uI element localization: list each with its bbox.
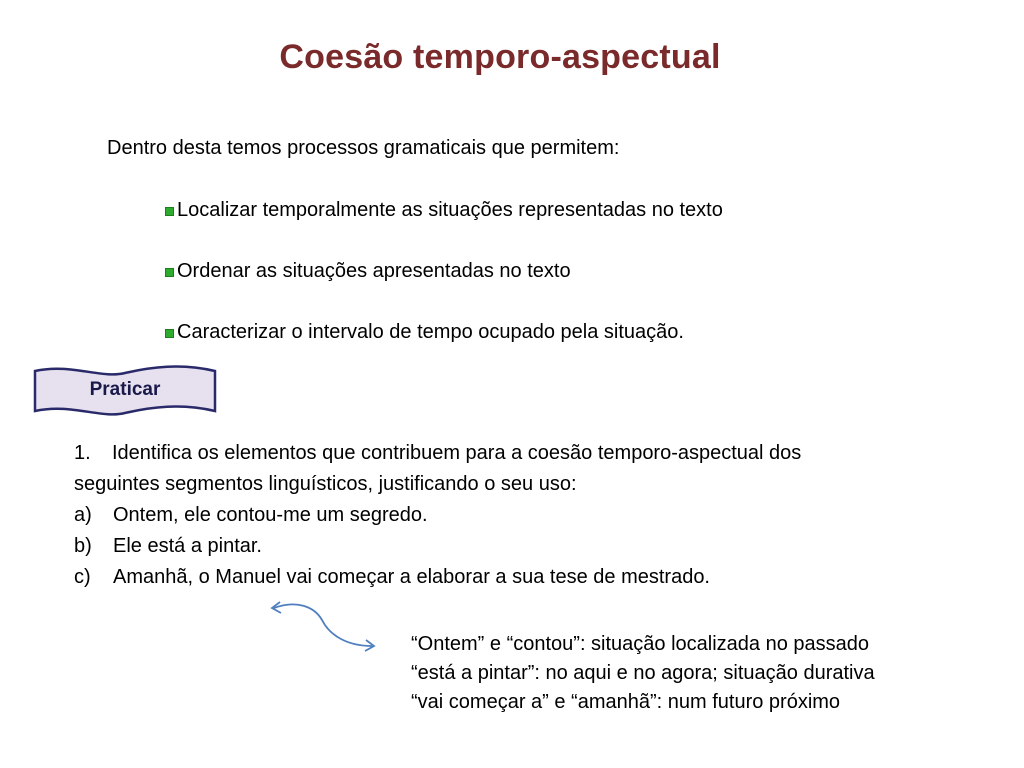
praticar-label: Praticar: [89, 379, 161, 400]
answer-line: “está a pintar”: no aqui e no agora; situação durativa: [411, 662, 875, 684]
bullet-text: Localizar temporalmente as situações representadas no texto: [177, 198, 723, 221]
bullet-item: [165, 259, 723, 283]
bullet-item: [165, 320, 723, 344]
exercise-line: [74, 469, 954, 500]
exercise-item: [74, 531, 954, 562]
item-letter: c): [74, 566, 91, 588]
bullet-text: Ordenar as situações apresentadas no texto: [177, 259, 571, 282]
item-letter: b): [74, 535, 92, 557]
square-bullet-icon: [165, 329, 174, 338]
intro-text: Dentro desta temos processos gramaticais que permitem:: [107, 137, 620, 159]
item-letter: a): [74, 504, 92, 526]
answers-block: [411, 630, 875, 717]
bullet-text: Caracterizar o intervalo de tempo ocupado pela situação.: [177, 320, 684, 343]
exercise-line: [74, 438, 954, 469]
answer-line: “vai começar a” e “amanhã”: num futuro próximo: [411, 691, 841, 713]
exercise-number: 1.: [74, 442, 91, 464]
exercise-block: [74, 438, 954, 593]
curved-double-arrow-icon: [266, 598, 382, 654]
bullet-list: [165, 198, 723, 381]
slide-title: Coesão temporo-aspectual: [279, 38, 721, 76]
exercise-item: [74, 500, 954, 531]
answer-line: “Ontem” e “contou”: situação localizada no passado: [411, 633, 870, 655]
praticar-badge: [31, 365, 219, 417]
exercise-question-line1: Identifica os elementos que contribuem para a coesão temporo-aspectual dos: [112, 442, 802, 464]
exercise-item: [74, 562, 954, 593]
square-bullet-icon: [165, 207, 174, 216]
item-text: Ontem, ele contou-me um segredo.: [113, 504, 428, 526]
bullet-item: [165, 198, 723, 222]
item-text: Ele está a pintar.: [113, 535, 262, 557]
item-text: Amanhã, o Manuel vai começar a elaborar a sua tese de mestrado.: [113, 566, 710, 588]
exercise-question-line2: seguintes segmentos linguísticos, justificando o seu uso:: [74, 473, 577, 495]
square-bullet-icon: [165, 268, 174, 277]
